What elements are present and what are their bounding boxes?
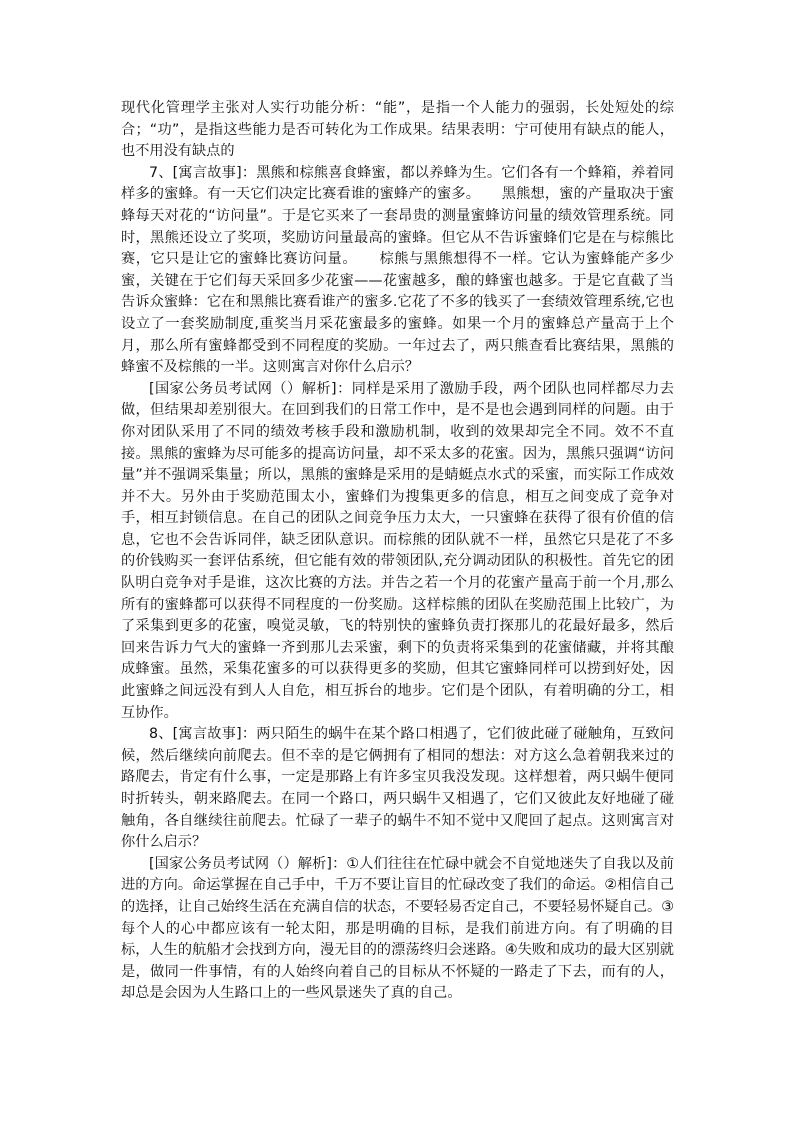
fable-7-paragraph: 7、[寓言故事]：黑熊和棕熊喜食蜂蜜，都以养蜂为生。它们各有一个蜂箱，养着同样多的蜜蜂。有一天它们决定比赛看谁的蜜蜂产的蜜多。 黑熊想，蜜的产量取决于蜜蜂每天对花的“访问量”。于是它买来了一套昂贵的测量蜜蜂访问量的绩效管理系统。同时，黑熊还设立了奖项，奖励访问量最高的蜜蜂。但它从不告诉蜜蜂们它是在与棕熊比赛，它只是让它的蜜蜂比赛访问量。 棕熊与黑熊想得不一样。它认为蜜蜂能产多少蜜，关键在于它们每天采回多少花蜜——花蜜越多，酿的蜂蜜也越多。于是它直截了当告诉众蜜蜂：它在和黑熊比赛看谁产的蜜多.它花了不多的钱买了一套绩效管理系统,它也设立了一套奖励制度,重奖当月采花蜜最多的蜜蜂。如果一个月的蜜蜂总产量高于上个月，那么所有蜜蜂都受到不同程度的奖励。一年过去了，两只熊查看比赛结果，黑熊的蜂蜜不及棕熊的一半。这则寓言对你什么启示？ <box>121 164 674 376</box>
fable-8-paragraph: 8、[寓言故事]：两只陌生的蜗牛在某个路口相遇了，它们彼此碰了碰触角，互致问候，然后继续向前爬去。但不幸的是它俩拥有了相同的想法：对方这么急着朝我来过的路爬去，肯定有什么事，一定是那路上有许多宝贝我没发现。这样想着，两只蜗牛便同时折转头，朝来路爬去。在同一个路口，两只蜗牛又相遇了，它们又彼此友好地碰了碰触角，各自继续往前爬去。忙碌了一辈子的蜗牛不知不觉中又爬回了起点。这则寓言对你什么启示？ <box>121 726 674 851</box>
intro-paragraph: 现代化管理学主张对人实行功能分析：“能”，是指一个人能力的强弱，长处短处的综合；“功”，是指这些能力是否可转化为工作成果。结果表明：宁可使用有缺点的能人，也不用没有缺点的 <box>121 100 674 160</box>
fable-7-analysis-paragraph: [国家公务员考试网（）解析]：同样是采用了激励手段，两个团队也同样都尽力去做，但结果却差别很大。在回到我们的日常工作中，是不是也会遇到同样的问题。由于你对团队采用了不同的绩效考核手段和激励机制，收到的效果却完全不同。效不不直接。黑熊的蜜蜂为尽可能多的提高访问量，却不采太多的花蜜。因为，黑熊只强调“访问量”并不强调采集量；所以，黑熊的蜜蜂是采用的是蜻蜓点水式的采蜜，而实际工作成效并不大。另外由于奖励范围太小，蜜蜂们为搜集更多的信息，相互之间变成了竞争对手，相互封锁信息。在自己的团队之间竞争压力太大，一只蜜蜂在获得了很有价值的信息，它也不会告诉同伴，缺乏团队意识。而棕熊的团队就不一样，虽然它只是花了不多的价钱购买一套评估系统，但它能有效的带领团队,充分调动团队的积极性。首先它的团队明白竞争对手是谁，这次比赛的方法。并告之若一个月的花蜜产量高于前一个月,那么所有的蜜蜂都可以获得不同程度的一份奖励。这样棕熊的团队在奖励范围上比较广，为了采集到更多的花蜜，嗅觉灵敏，飞的特别快的蜜蜂负责打探那儿的花最好最多，然后回来告诉力气大的蜜蜂一齐到那儿去采蜜，剩下的负责将采集到的花蜜储藏，并将其酿成蜂蜜。虽然，采集花蜜多的可以获得更多的奖励，但其它蜜蜂同样可以捞到好处，因此蜜蜂之间远没有到人人自危，相互拆台的地步。它们是个团队，有着明确的分工，相互协作。 <box>121 380 674 721</box>
fable-8-analysis-paragraph: [国家公务员考试网（）解析]：①人们往往在忙碌中就会不自觉地迷失了自我以及前进的方向。命运掌握在自己手中，千万不要让盲目的忙碌改变了我们的命运。②相信自己的选择，让自己始终生活在充满自信的状态，不要轻易否定自己，不要轻易怀疑自己。③每个人的心中都应该有一轮太阳，那是明确的目标，是我们前进方向。有了明确的目标，人生的航船才会找到方向，漫无目的的漂荡终归会迷路。④失败和成功的最大区别就是，做同一件事情，有的人始终向着自己的目标从不怀疑的一路走了下去，而有的人，却总是会因为人生路口上的一些风景迷失了真的自己。 <box>121 855 674 1002</box>
document-body <box>121 98 674 1005</box>
